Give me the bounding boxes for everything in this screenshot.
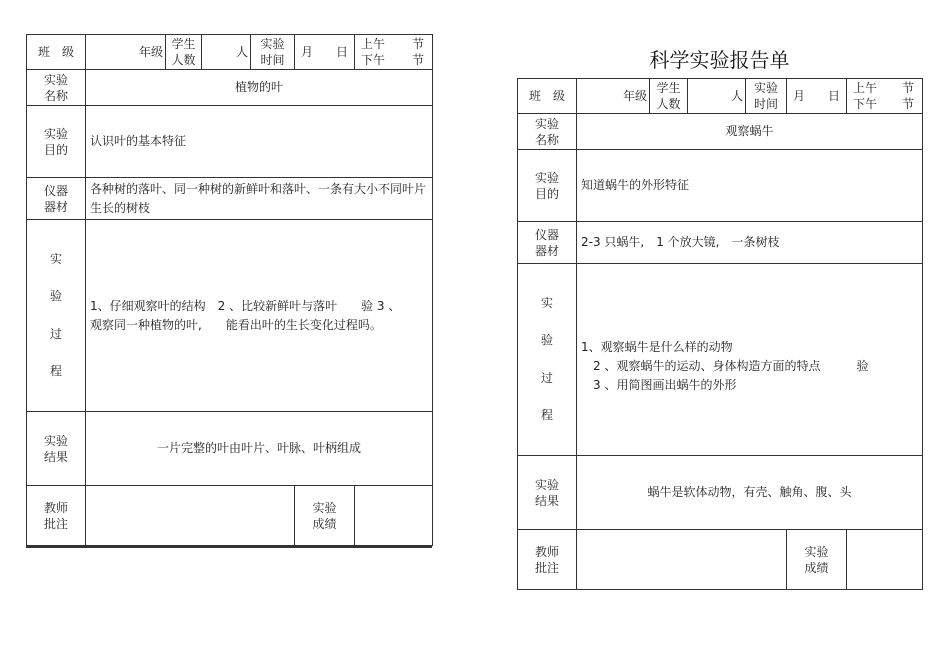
teacher-comment-label: 教师 批注 [27, 486, 86, 546]
left-report-sheet [26, 34, 432, 548]
right-report-sheet [517, 78, 922, 590]
process-row [518, 264, 923, 456]
experiment-name-row [518, 114, 923, 150]
month-label: 月 [301, 44, 314, 59]
header-row [518, 79, 923, 114]
equipment-row [27, 178, 433, 220]
process-line: 观察同一种植物的叶, 能看出叶的生长变化过程吗。 [90, 317, 382, 332]
period-field: 上午 节 下午 节 [847, 79, 923, 114]
score-label: 实验 成绩 [787, 530, 847, 590]
header-row [27, 35, 433, 70]
date-field [295, 35, 355, 70]
left-report-table [26, 34, 433, 546]
process-line: 1、仔细观察叶的结构 2 、比较新鲜叶与落叶 验 3 、 [90, 298, 401, 313]
process-value [577, 264, 923, 456]
result-label: 实验 结果 [27, 412, 86, 486]
process-row [27, 220, 433, 412]
process-label: 实 验 过 程 [27, 220, 86, 412]
person-label: 人 [202, 35, 251, 70]
grade-label: 年级 [86, 35, 166, 70]
experiment-name-label: 实验 名称 [518, 114, 577, 150]
day-label: 日 [827, 88, 840, 103]
process-line: 3 、用简图画出蜗牛的外形 [581, 378, 737, 392]
equipment-label: 仪器 器材 [518, 222, 577, 264]
purpose-label: 实验 目的 [27, 106, 86, 178]
purpose-row [27, 106, 433, 178]
purpose-row [518, 150, 923, 222]
experiment-name-label: 实验 名称 [27, 70, 86, 106]
score-value [355, 486, 433, 546]
month-label: 月 [793, 88, 806, 103]
score-value [847, 530, 923, 590]
grade-label: 年级 [577, 79, 650, 114]
students-count-label: 学生 人数 [166, 35, 202, 70]
report-title: 科学实验报告单 [649, 48, 790, 72]
class-label: 班 级 [518, 79, 577, 114]
result-row [518, 456, 923, 530]
purpose-value: 知道蜗牛的外形特征 [577, 150, 923, 222]
period-field: 上午 节 下午 节 [355, 35, 433, 70]
class-label: 班 级 [27, 35, 86, 70]
time-label: 实验 时间 [746, 79, 787, 114]
teacher-comment-value [86, 486, 295, 546]
process-label: 实 验 过 程 [518, 264, 577, 456]
process-line: 2 、观察蜗牛的运动、身体构造方面的特点 验 [581, 359, 869, 373]
date-field [787, 79, 847, 114]
purpose-value: 认识叶的基本特征 [86, 106, 433, 178]
result-row [27, 412, 433, 486]
equipment-row [518, 222, 923, 264]
equipment-value: 各种树的落叶、同一种树的新鲜叶和落叶、一条有大小不同叶片生长的树枝 [86, 178, 433, 220]
process-line: 1、观察蜗牛是什么样的动物 [581, 340, 733, 354]
time-label: 实验 时间 [251, 35, 295, 70]
equipment-value: 2-3 只蜗牛, 1 个放大镜, 一条树枝 [577, 222, 923, 264]
teacher-row [518, 530, 923, 590]
result-label: 实验 结果 [518, 456, 577, 530]
result-value: 一片完整的叶由叶片、叶脉、叶柄组成 [86, 412, 433, 486]
purpose-label: 实验 目的 [518, 150, 577, 222]
experiment-name-value: 植物的叶 [86, 70, 433, 106]
day-label: 日 [335, 44, 348, 59]
person-label: 人 [688, 79, 746, 114]
right-report-table [517, 78, 923, 590]
teacher-comment-label: 教师 批注 [518, 530, 577, 590]
experiment-name-row [27, 70, 433, 106]
teacher-comment-value [577, 530, 787, 590]
experiment-name-value: 观察蜗牛 [577, 114, 923, 150]
teacher-row [27, 486, 433, 546]
process-value [86, 220, 433, 412]
students-count-label: 学生 人数 [650, 79, 688, 114]
equipment-label: 仪器 器材 [27, 178, 86, 220]
score-label: 实验 成绩 [295, 486, 355, 546]
result-value: 蜗牛是软体动物，有壳、触角、腹、头 [577, 456, 923, 530]
